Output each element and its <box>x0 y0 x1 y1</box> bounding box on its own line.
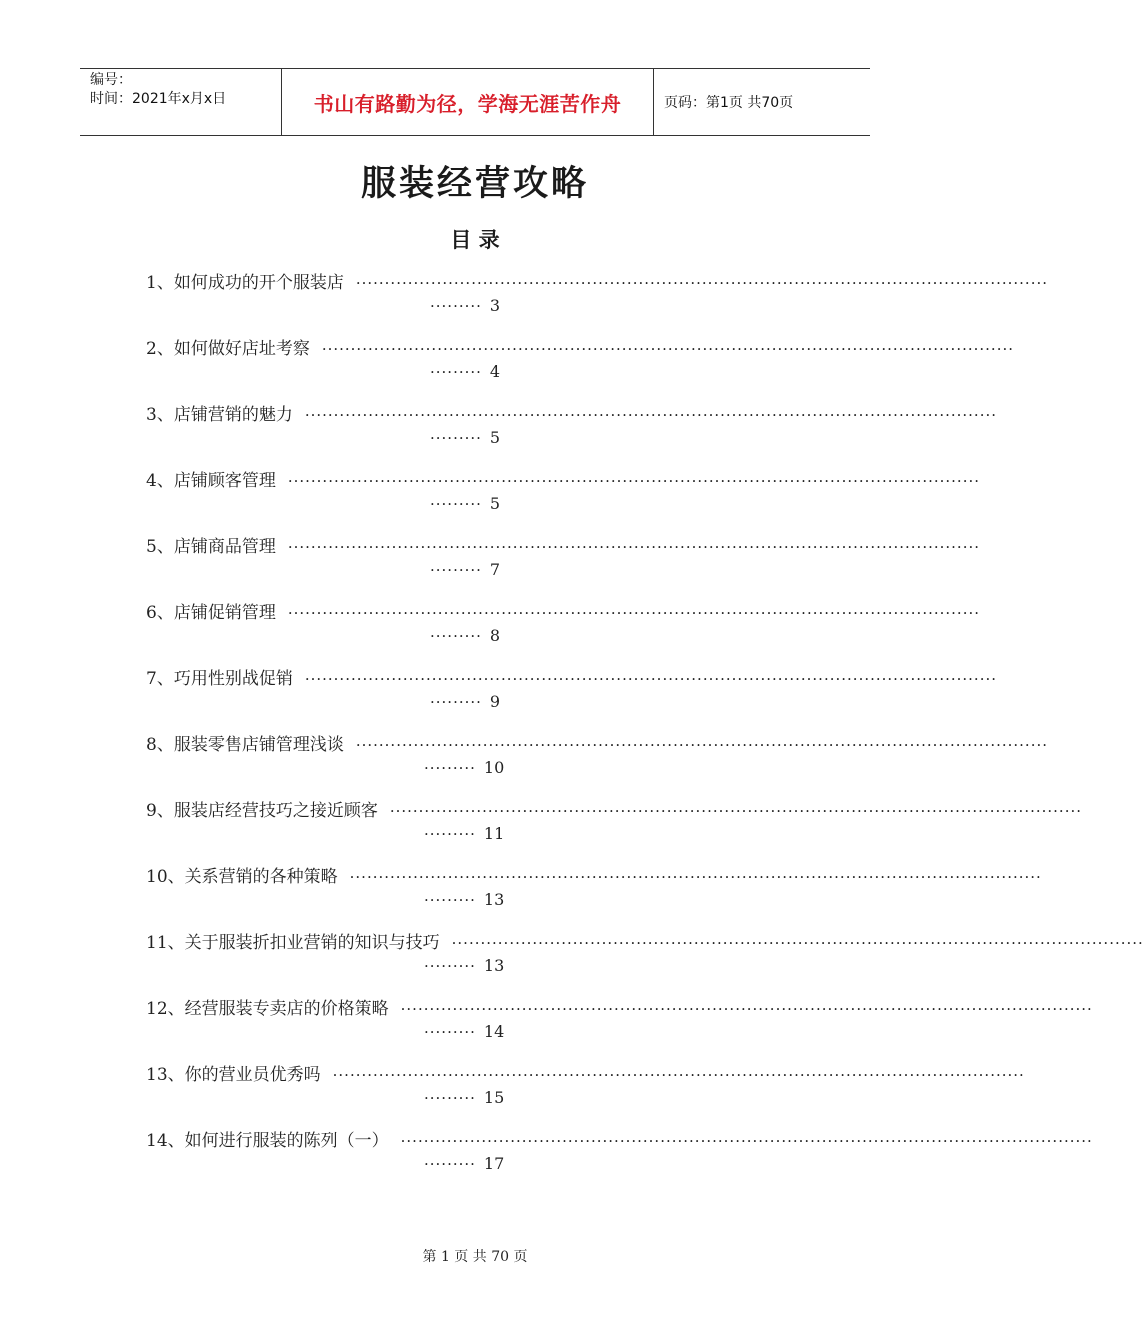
toc-entry-number: 14、 <box>146 1131 185 1151</box>
toc-entry-label: 如何进行服装的陈列（一） <box>184 1131 389 1151</box>
toc-entry-line <box>146 666 997 692</box>
toc-entry-page-line <box>424 758 504 778</box>
toc-entry[interactable] <box>146 996 1093 1062</box>
toc-entry-label: 店铺营销的魅力 <box>173 405 293 425</box>
toc-entry-page-line <box>424 956 504 976</box>
toc-entry-page-number: 4 <box>489 362 501 381</box>
toc-leader-dots: ········· <box>430 627 482 645</box>
toc-entry-page-line <box>430 692 500 712</box>
toc-leader-dots: ········· <box>430 693 482 711</box>
toc-leader-dots: ········· <box>430 297 482 315</box>
toc-entry-line <box>146 402 997 428</box>
toc-entry-page-number: 5 <box>489 428 501 447</box>
toc-leader-dots: ········· <box>424 1155 476 1173</box>
toc-entry-label: 巧用性别战促销 <box>173 669 293 689</box>
toc-entry-line <box>146 732 1048 758</box>
toc-leader-dots: ························································································································ <box>304 670 997 688</box>
toc-entry-page-number: 7 <box>489 560 501 579</box>
toc-leader-dots: ········· <box>430 363 482 381</box>
toc-leader-dots: ························································································································ <box>287 604 980 622</box>
page-footer: 第 1 页 共 70 页 <box>422 1249 528 1265</box>
toc-leader-dots: ········· <box>424 891 476 909</box>
toc-entry-line <box>146 1128 1093 1154</box>
toc-leader-dots: ········· <box>424 759 476 777</box>
toc-entry-page-line <box>430 560 500 580</box>
serial-label: 编号： <box>90 72 132 88</box>
toc-entry-page-number: 13 <box>483 956 505 975</box>
toc-entry-page-number: 8 <box>489 626 501 645</box>
toc-entry-line <box>146 864 1042 890</box>
toc-entry-page-number: 17 <box>483 1154 505 1173</box>
toc-entry-page-line <box>430 428 500 448</box>
toc-entry-number: 2、 <box>146 339 174 359</box>
toc-entry-number: 9、 <box>146 801 174 821</box>
toc-entry-label: 关于服装折扣业营销的知识与技巧 <box>184 933 440 953</box>
toc-leader-dots: ························································································································ <box>304 406 997 424</box>
toc-entry-label: 店铺促销管理 <box>173 603 276 623</box>
toc-leader-dots: ························································································································ <box>287 472 980 490</box>
toc-leader-dots: ········· <box>430 495 482 513</box>
toc-entry-line <box>146 798 1082 824</box>
toc-entry-number: 12、 <box>146 999 185 1019</box>
toc-entry-label: 店铺商品管理 <box>173 537 276 557</box>
toc-entry-line <box>146 270 1048 296</box>
toc-entry-label: 店铺顾客管理 <box>173 471 276 491</box>
toc-entry[interactable] <box>146 534 980 600</box>
toc-entry-line <box>146 336 1014 362</box>
toc-entry-label: 如何成功的开个服装店 <box>173 273 344 293</box>
document-title: 服装经营攻略 <box>360 163 589 204</box>
toc-entry-label: 经营服装专卖店的价格策略 <box>184 999 389 1019</box>
toc-leader-dots: ········· <box>424 825 476 843</box>
toc-entry-label: 你的营业员优秀吗 <box>184 1065 321 1085</box>
toc-entry[interactable] <box>146 468 980 534</box>
toc-entry-number: 6、 <box>146 603 174 623</box>
toc-entry-page-number: 5 <box>489 494 501 513</box>
toc-entry-page-number: 3 <box>489 296 501 315</box>
toc-leader-dots: ········· <box>430 429 482 447</box>
toc-heading: 目 录 <box>450 227 500 252</box>
header-meta-cell <box>80 69 282 135</box>
toc-entry-label: 如何做好店址考察 <box>173 339 310 359</box>
toc-entry-label: 关系营销的各种策略 <box>184 867 338 887</box>
toc-leader-dots: ························································································································ <box>451 934 1144 952</box>
toc-entry[interactable] <box>146 798 1082 864</box>
toc-entry[interactable] <box>146 930 1144 996</box>
toc-leader-dots: ························································································································ <box>321 340 1014 358</box>
toc-entry-number: 3、 <box>146 405 174 425</box>
toc-entry-page-line <box>430 362 500 382</box>
toc-entry-page-line <box>424 824 504 844</box>
toc-leader-dots: ························································································································ <box>332 1066 1025 1084</box>
toc-leader-dots: ········· <box>424 1089 476 1107</box>
header-table <box>80 68 870 136</box>
toc-leader-dots: ········· <box>430 561 482 579</box>
toc-entry-page-line <box>430 626 500 646</box>
toc-entry-number: 4、 <box>146 471 174 491</box>
toc-entry-page-line <box>424 1088 504 1108</box>
toc-entry-page-number: 13 <box>483 890 505 909</box>
toc-entry-page-number: 10 <box>483 758 505 777</box>
toc-entry[interactable] <box>146 1128 1093 1194</box>
toc-entry-line <box>146 1062 1025 1088</box>
toc-entry-number: 7、 <box>146 669 174 689</box>
toc-entry-page-line <box>430 494 500 514</box>
time-label: 时间：2021年x月x日 <box>90 91 227 107</box>
toc-entry-number: 11、 <box>146 933 185 953</box>
toc-leader-dots: ········· <box>424 1023 476 1041</box>
header-motto-cell <box>282 69 654 135</box>
motto-text: 书山有路勤为径，学海无涯苦作舟 <box>313 91 622 116</box>
toc-entry-label: 服装店经营技巧之接近顾客 <box>173 801 378 821</box>
toc-entry[interactable] <box>146 864 1042 930</box>
toc-entry-line <box>146 930 1144 956</box>
toc-leader-dots: ························································································································ <box>400 1000 1093 1018</box>
toc-entry-line <box>146 468 980 494</box>
toc-entry[interactable] <box>146 600 980 666</box>
toc-leader-dots: ························································································································ <box>287 538 980 556</box>
toc-leader-dots: ········· <box>424 957 476 975</box>
toc-leader-dots: ························································································································ <box>349 868 1042 886</box>
toc-entry-page-number: 9 <box>489 692 501 711</box>
toc-entry-page-line <box>424 890 504 910</box>
toc-entry-number: 1、 <box>146 273 174 293</box>
toc-leader-dots: ························································································································ <box>389 802 1082 820</box>
toc-entry[interactable] <box>146 732 1048 798</box>
toc-entry[interactable] <box>146 1062 1025 1128</box>
table-of-contents <box>146 270 1144 1194</box>
toc-entry-number: 10、 <box>146 867 185 887</box>
toc-leader-dots: ························································································································ <box>355 274 1048 292</box>
toc-entry[interactable] <box>146 402 997 468</box>
toc-entry-page-line <box>430 296 500 316</box>
toc-entry-page-number: 11 <box>483 824 505 843</box>
toc-entry-line <box>146 996 1093 1022</box>
toc-entry-number: 13、 <box>146 1065 185 1085</box>
toc-entry[interactable] <box>146 336 1014 402</box>
toc-leader-dots: ························································································································ <box>355 736 1048 754</box>
toc-entry[interactable] <box>146 270 1048 336</box>
toc-entry-page-line <box>424 1022 504 1042</box>
header-page-cell <box>654 69 870 135</box>
toc-entry-number: 5、 <box>146 537 174 557</box>
toc-entry-page-number: 14 <box>483 1022 505 1041</box>
page-info: 页码：第1页 共70页 <box>664 95 794 111</box>
toc-entry-line <box>146 534 980 560</box>
toc-entry-label: 服装零售店铺管理浅谈 <box>173 735 344 755</box>
toc-entry-page-line <box>424 1154 504 1174</box>
toc-leader-dots: ························································································································ <box>400 1132 1093 1150</box>
toc-entry-page-number: 15 <box>483 1088 505 1107</box>
toc-entry[interactable] <box>146 666 997 732</box>
toc-entry-number: 8、 <box>146 735 174 755</box>
toc-entry-line <box>146 600 980 626</box>
